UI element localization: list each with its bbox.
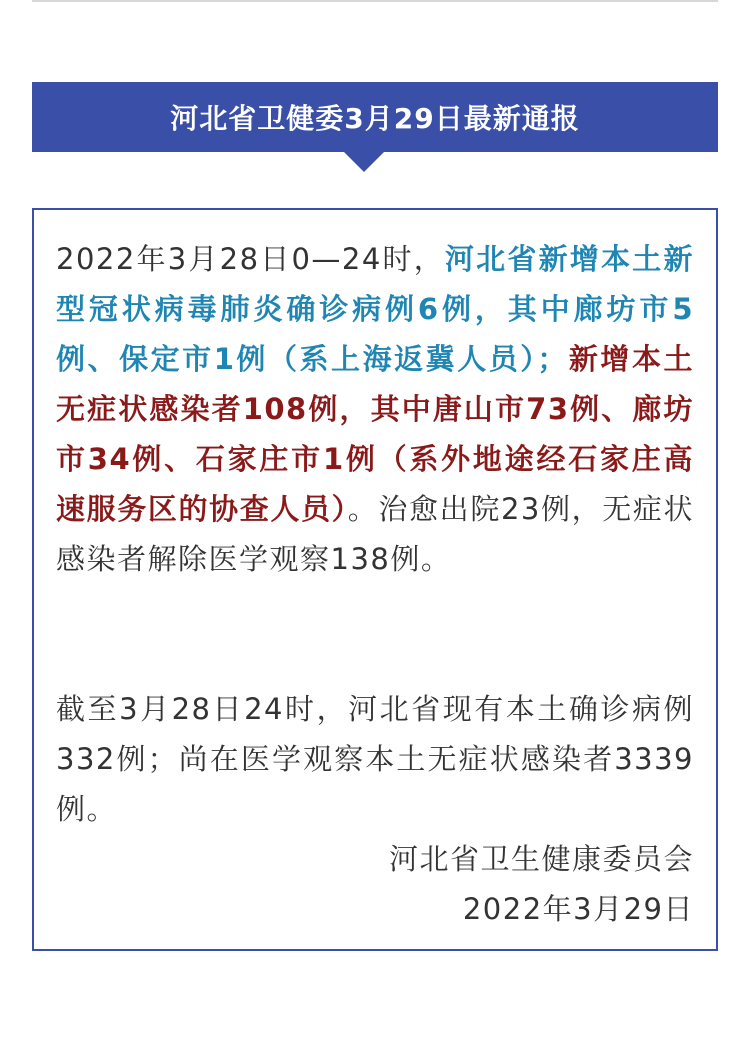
banner-pointer-icon: [343, 151, 385, 172]
report-paragraph-2: 截至3月28日24时，河北省现有本土确诊病例332例；尚在医学观察本土无症状感染者3339例。: [56, 692, 694, 826]
top-divider: [32, 0, 718, 2]
report-box: [32, 208, 718, 951]
report-lead-text: 2022年3月28日0—24时，: [56, 242, 445, 276]
banner-title: 河北省卫健委3月29日最新通报: [170, 102, 580, 135]
recovery-text: 。治愈出院23例，无症状感染者解除医学观察138例。: [56, 492, 694, 576]
signature-organization: 河北省卫生健康委员会: [388, 842, 694, 876]
signature-date: 2022年3月29日: [462, 892, 694, 926]
asymptomatic-cases-text: 新增本土无症状感染者108例，其中唐山市73例、廊坊市34例、石家庄市1例（系外地途经石家庄高速服务区的协查人员）: [56, 342, 694, 526]
title-banner: [32, 82, 718, 152]
report-paragraph-1: [56, 234, 694, 584]
confirmed-cases-text: 河北省新增本土新型冠状病毒肺炎确诊病例6例，其中廊坊市5例、保定市1例（系上海返冀人员）；: [56, 242, 694, 376]
